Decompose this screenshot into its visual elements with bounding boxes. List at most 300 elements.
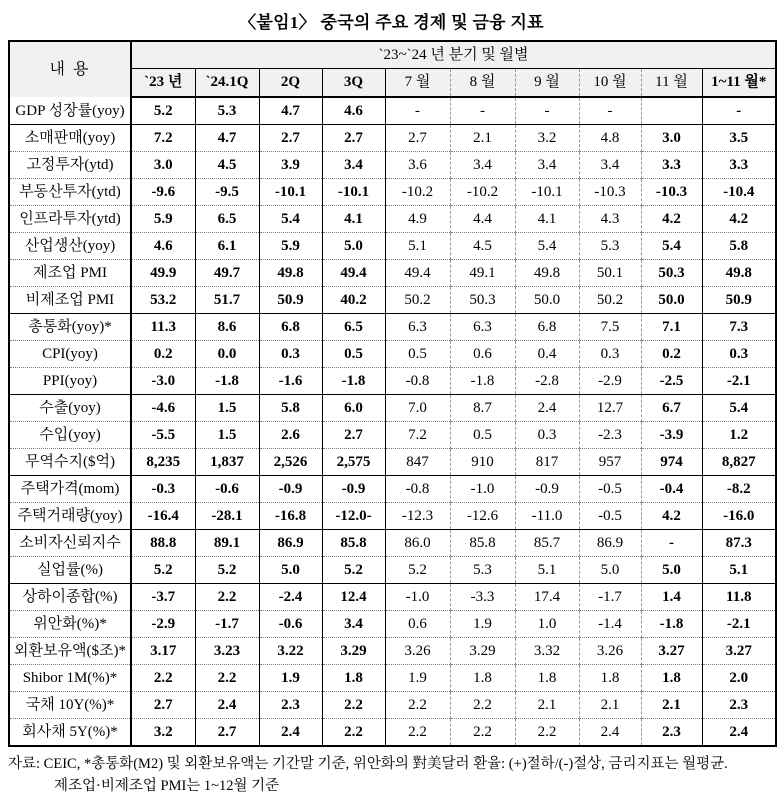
table-cell: - <box>515 97 579 125</box>
table-cell: 50.2 <box>579 287 641 314</box>
row-label: 고정투자(ytd) <box>9 152 131 179</box>
table-cell: 5.1 <box>515 557 579 584</box>
table-cell: 3.23 <box>195 638 259 665</box>
table-cell: 3.4 <box>322 152 385 179</box>
table-cell: 974 <box>641 449 702 476</box>
table-cell: 5.4 <box>641 233 702 260</box>
table-cell: 4.4 <box>450 206 515 233</box>
table-cell: 2.4 <box>579 719 641 747</box>
table-cell: 5.2 <box>195 557 259 584</box>
table-cell: 5.4 <box>259 206 322 233</box>
table-cell: 5.2 <box>131 97 195 125</box>
table-cell: 49.8 <box>702 260 776 287</box>
table-cell: 5.0 <box>259 557 322 584</box>
table-cell: 1.0 <box>515 611 579 638</box>
table-cell: 5.0 <box>579 557 641 584</box>
table-cell: 847 <box>385 449 450 476</box>
row-label: 비제조업 PMI <box>9 287 131 314</box>
table-cell: -10.3 <box>579 179 641 206</box>
table-cell: 1.5 <box>195 395 259 422</box>
table-row <box>9 530 776 557</box>
table-cell: 2.2 <box>322 692 385 719</box>
table-cell: 7.2 <box>131 125 195 152</box>
table-cell: 6.5 <box>195 206 259 233</box>
table-row <box>9 179 776 206</box>
row-label: 주택가격(mom) <box>9 476 131 503</box>
table-cell: 3.26 <box>579 638 641 665</box>
table-cell: 1.9 <box>450 611 515 638</box>
group-header-row <box>9 41 776 69</box>
row-label: 국채 10Y(%)* <box>9 692 131 719</box>
table-cell: 3.27 <box>641 638 702 665</box>
table-cell: 3.4 <box>515 152 579 179</box>
table-cell: -0.6 <box>195 476 259 503</box>
table-cell: 5.1 <box>702 557 776 584</box>
table-cell: -2.9 <box>131 611 195 638</box>
table-cell: -2.8 <box>515 368 579 395</box>
row-label: 외환보유액($조)* <box>9 638 131 665</box>
table-cell: -10.1 <box>322 179 385 206</box>
table-row <box>9 395 776 422</box>
table-cell: 5.3 <box>579 233 641 260</box>
table-cell: 5.3 <box>195 97 259 125</box>
row-label: PPI(yoy) <box>9 368 131 395</box>
table-cell: -8.2 <box>702 476 776 503</box>
table-cell: 0.3 <box>259 341 322 368</box>
table-cell: 4.1 <box>515 206 579 233</box>
table-cell: 50.9 <box>702 287 776 314</box>
table-cell: 3.17 <box>131 638 195 665</box>
table-cell: 2.3 <box>259 692 322 719</box>
table-cell: 4.7 <box>259 97 322 125</box>
table-cell: 6.0 <box>322 395 385 422</box>
table-cell: 0.5 <box>322 341 385 368</box>
table-cell: -28.1 <box>195 503 259 530</box>
row-label: 수입(yoy) <box>9 422 131 449</box>
table-cell: 2.7 <box>322 422 385 449</box>
table-cell: 957 <box>579 449 641 476</box>
table-row <box>9 476 776 503</box>
table-cell: 49.9 <box>131 260 195 287</box>
row-label: 부동산투자(ytd) <box>9 179 131 206</box>
table-cell: -1.7 <box>579 584 641 611</box>
table-cell: -0.5 <box>579 476 641 503</box>
col-header: 11 월 <box>641 69 702 98</box>
table-cell: 1.4 <box>641 584 702 611</box>
col-header: 9 월 <box>515 69 579 98</box>
row-label: CPI(yoy) <box>9 341 131 368</box>
table-header <box>9 41 776 97</box>
table-cell: 5.1 <box>385 233 450 260</box>
table-cell: -1.8 <box>322 368 385 395</box>
row-label: Shibor 1M(%)* <box>9 665 131 692</box>
table-cell: 3.4 <box>322 611 385 638</box>
table-cell: 3.29 <box>450 638 515 665</box>
table-cell: 1.5 <box>195 422 259 449</box>
table-cell: 1.8 <box>322 665 385 692</box>
table-cell: 50.9 <box>259 287 322 314</box>
table-cell: 2.7 <box>195 719 259 747</box>
table-cell: -16.0 <box>702 503 776 530</box>
table-cell: 85.7 <box>515 530 579 557</box>
group-header: `23~`24 년 분기 및 월별 <box>131 41 776 69</box>
table-cell: -1.0 <box>450 476 515 503</box>
table-cell: 4.6 <box>131 233 195 260</box>
table-row <box>9 287 776 314</box>
table-cell: 1.2 <box>702 422 776 449</box>
table-cell: 5.9 <box>259 233 322 260</box>
table-cell: 4.7 <box>195 125 259 152</box>
row-label: 산업생산(yoy) <box>9 233 131 260</box>
table-cell: 3.4 <box>579 152 641 179</box>
table-cell <box>641 97 702 125</box>
table-cell: -1.0 <box>385 584 450 611</box>
table-cell: 1.9 <box>259 665 322 692</box>
table-cell: -1.8 <box>195 368 259 395</box>
table-cell: 2.2 <box>322 719 385 747</box>
table-cell: -10.1 <box>515 179 579 206</box>
table-cell: 2.2 <box>385 692 450 719</box>
table-cell: -10.1 <box>259 179 322 206</box>
table-cell: -0.4 <box>641 476 702 503</box>
table-cell: 5.0 <box>641 557 702 584</box>
table-cell: 2.7 <box>131 692 195 719</box>
table-cell: 2.6 <box>259 422 322 449</box>
footnote-note: 제조업·비제조업 PMI는 1~12월 기준 <box>54 777 280 794</box>
table-cell: 2.4 <box>259 719 322 747</box>
table-cell: -12.0- <box>322 503 385 530</box>
table-cell: 53.2 <box>131 287 195 314</box>
row-label: 인프라투자(ytd) <box>9 206 131 233</box>
table-row <box>9 557 776 584</box>
table-cell: 6.5 <box>322 314 385 341</box>
footnotes <box>8 754 775 798</box>
table-cell: 3.5 <box>702 125 776 152</box>
table-row <box>9 125 776 152</box>
table-cell: 4.2 <box>702 206 776 233</box>
table-row <box>9 314 776 341</box>
table-cell: 7.2 <box>385 422 450 449</box>
table-cell: 6.8 <box>259 314 322 341</box>
table-cell: 7.0 <box>385 395 450 422</box>
row-label: 주택거래량(yoy) <box>9 503 131 530</box>
table-cell: - <box>579 97 641 125</box>
table-cell: 11.8 <box>702 584 776 611</box>
table-cell: -4.6 <box>131 395 195 422</box>
table-cell: -9.5 <box>195 179 259 206</box>
row-label: 제조업 PMI <box>9 260 131 287</box>
table-row <box>9 665 776 692</box>
page-title: 〈붙임1〉 중국의 주요 경제 및 금융 지표 <box>239 13 544 32</box>
table-row <box>9 233 776 260</box>
table-row <box>9 422 776 449</box>
table-cell: 3.0 <box>641 125 702 152</box>
col-header: 2Q <box>259 69 322 98</box>
table-cell: 2,575 <box>322 449 385 476</box>
table-cell: -16.8 <box>259 503 322 530</box>
table-cell: 5.3 <box>450 557 515 584</box>
table-cell: 5.8 <box>702 233 776 260</box>
table-cell: 50.3 <box>450 287 515 314</box>
table-cell: 0.3 <box>515 422 579 449</box>
table-cell: -0.9 <box>259 476 322 503</box>
table-cell: 86.9 <box>579 530 641 557</box>
table-cell: 12.4 <box>322 584 385 611</box>
table-cell: 50.3 <box>641 260 702 287</box>
table-row <box>9 719 776 747</box>
table-cell: 3.9 <box>259 152 322 179</box>
table-cell: -0.9 <box>515 476 579 503</box>
row-label: 소비자신뢰지수 <box>9 530 131 557</box>
table-cell: 8,235 <box>131 449 195 476</box>
table-cell: -12.3 <box>385 503 450 530</box>
table-cell: 6.3 <box>450 314 515 341</box>
table-cell: 4.9 <box>385 206 450 233</box>
table-cell: 3.3 <box>702 152 776 179</box>
table-cell: 6.3 <box>385 314 450 341</box>
table-cell: -2.3 <box>579 422 641 449</box>
table-cell: 2.2 <box>131 665 195 692</box>
table-cell: -10.4 <box>702 179 776 206</box>
table-cell: 50.0 <box>641 287 702 314</box>
table-cell: 3.26 <box>385 638 450 665</box>
table-cell: 49.7 <box>195 260 259 287</box>
table-cell: 0.0 <box>195 341 259 368</box>
table-cell: -0.9 <box>322 476 385 503</box>
table-cell: 7.1 <box>641 314 702 341</box>
table-cell: 50.2 <box>385 287 450 314</box>
table-cell: 3.6 <box>385 152 450 179</box>
table-cell: -1.6 <box>259 368 322 395</box>
table-cell: -1.4 <box>579 611 641 638</box>
col-header: 10 월 <box>579 69 641 98</box>
table-row <box>9 368 776 395</box>
table-cell: -2.5 <box>641 368 702 395</box>
table-cell: 85.8 <box>450 530 515 557</box>
table-cell: 817 <box>515 449 579 476</box>
table-cell: 2.2 <box>450 692 515 719</box>
table-cell: 2.4 <box>702 719 776 747</box>
table-body <box>9 97 776 746</box>
table-row <box>9 152 776 179</box>
table-cell: -5.5 <box>131 422 195 449</box>
table-row <box>9 503 776 530</box>
table-cell: 5.2 <box>322 557 385 584</box>
table-cell: 4.1 <box>322 206 385 233</box>
table-cell: 86.0 <box>385 530 450 557</box>
table-cell: 0.6 <box>450 341 515 368</box>
table-cell: -0.3 <box>131 476 195 503</box>
table-cell: 86.9 <box>259 530 322 557</box>
table-row <box>9 206 776 233</box>
table-cell: 49.4 <box>385 260 450 287</box>
table-cell: 3.2 <box>153 724 173 740</box>
table-cell: 910 <box>450 449 515 476</box>
table-cell: 2.2 <box>385 719 450 747</box>
table-cell: -3.0 <box>131 368 195 395</box>
col-header: 3Q <box>322 69 385 98</box>
table-cell: 1.8 <box>450 665 515 692</box>
table-cell: -0.8 <box>385 476 450 503</box>
row-label: 회사채 5Y(%)* <box>9 719 131 747</box>
table-cell: 3.0 <box>131 152 195 179</box>
table-cell: 2.7 <box>259 125 322 152</box>
table-cell: 2.1 <box>515 692 579 719</box>
table-cell: -1.8 <box>641 611 702 638</box>
table-cell: - <box>641 530 702 557</box>
table-cell: 2.1 <box>641 692 702 719</box>
table-cell: 1.8 <box>515 665 579 692</box>
table-cell: 3.29 <box>322 638 385 665</box>
table-cell: 0.4 <box>515 341 579 368</box>
row-label: 상하이종합(%) <box>9 584 131 611</box>
table-cell: -3.9 <box>641 422 702 449</box>
table-cell: 3.27 <box>702 638 776 665</box>
table-cell: -0.8 <box>385 368 450 395</box>
corner-header: 내 용 <box>9 41 131 97</box>
table-cell: 49.8 <box>259 260 322 287</box>
table-cell: 7.5 <box>579 314 641 341</box>
table-cell: -2.9 <box>579 368 641 395</box>
table-cell: -3.7 <box>131 584 195 611</box>
table-cell: -3.3 <box>450 584 515 611</box>
row-label: GDP 성장률(yoy) <box>9 97 131 125</box>
table-cell: 0.3 <box>579 341 641 368</box>
table-cell: -11.0 <box>515 503 579 530</box>
table-cell: 2.1 <box>579 692 641 719</box>
table-row <box>9 584 776 611</box>
table-cell: 4.8 <box>579 125 641 152</box>
table-cell: 1,837 <box>195 449 259 476</box>
table-cell: 8.7 <box>450 395 515 422</box>
table-cell: 89.1 <box>195 530 259 557</box>
table-row <box>9 260 776 287</box>
table-cell: 40.2 <box>322 287 385 314</box>
table-cell: 0.5 <box>385 341 450 368</box>
table-cell: 6.7 <box>641 395 702 422</box>
table-cell: 50.0 <box>515 287 579 314</box>
table-cell: 88.8 <box>131 530 195 557</box>
table-cell: -10.2 <box>385 179 450 206</box>
table-cell: 7.3 <box>702 314 776 341</box>
table-cell: 4.2 <box>641 503 702 530</box>
table-cell: 8.6 <box>195 314 259 341</box>
table-cell: -2.4 <box>259 584 322 611</box>
table-row <box>9 611 776 638</box>
indicators-table <box>8 40 777 747</box>
table-cell: 2.2 <box>515 719 579 747</box>
table-cell: 8,827 <box>702 449 776 476</box>
table-cell: 2.3 <box>702 692 776 719</box>
col-header: 1~11 월* <box>702 69 776 98</box>
row-label: 수출(yoy) <box>9 395 131 422</box>
table-cell: 5.8 <box>259 395 322 422</box>
table-cell: 49.8 <box>515 260 579 287</box>
table-cell: 87.3 <box>702 530 776 557</box>
table-cell: 2.3 <box>641 719 702 747</box>
table-row <box>9 97 776 125</box>
table-cell: -0.6 <box>259 611 322 638</box>
row-label: 총통화(yoy)* <box>9 314 131 341</box>
table-cell: 4.6 <box>322 97 385 125</box>
table-cell: 1.8 <box>641 665 702 692</box>
row-label: 무역수지($억) <box>9 449 131 476</box>
table-cell: 2.7 <box>322 125 385 152</box>
table-cell: 2.4 <box>195 692 259 719</box>
table-cell: 4.3 <box>579 206 641 233</box>
table-row <box>9 449 776 476</box>
table-cell: 4.2 <box>641 206 702 233</box>
row-label: 위안화(%)* <box>9 611 131 638</box>
table-cell: 6.1 <box>195 233 259 260</box>
table-cell: 3.22 <box>259 638 322 665</box>
table-cell: 4.5 <box>450 233 515 260</box>
table-cell: 85.8 <box>322 530 385 557</box>
table-cell: 2.1 <box>450 125 515 152</box>
table-row <box>9 638 776 665</box>
table-cell: - <box>702 97 776 125</box>
table-cell: 49.4 <box>322 260 385 287</box>
table-cell: 5.9 <box>131 206 195 233</box>
table-cell: 0.3 <box>702 341 776 368</box>
table-cell: -16.4 <box>131 503 195 530</box>
table-cell: -1.7 <box>195 611 259 638</box>
table-cell: 2.4 <box>515 395 579 422</box>
footnote-source: 자료: CEIC, *총통화(M2) 및 외환보유액는 기간말 기준, 위안화의 對美달러 환율: (+)절하/(-)절상, 금리지표는 월평균. <box>8 756 728 772</box>
table-cell: 2.7 <box>385 125 450 152</box>
table-cell: 17.4 <box>515 584 579 611</box>
table-cell: - <box>450 97 515 125</box>
table-cell: 2,526 <box>259 449 322 476</box>
table-cell: 4.5 <box>195 152 259 179</box>
table-cell: 51.7 <box>195 287 259 314</box>
table-cell: 12.7 <box>579 395 641 422</box>
table-cell: 3.4 <box>450 152 515 179</box>
table-row <box>9 341 776 368</box>
table-cell: 5.4 <box>515 233 579 260</box>
table-cell: -0.5 <box>579 503 641 530</box>
table-cell: 1.8 <box>579 665 641 692</box>
table-cell: 3.3 <box>641 152 702 179</box>
table-cell: 50.1 <box>579 260 641 287</box>
table-cell: 3.32 <box>515 638 579 665</box>
table-cell: - <box>385 97 450 125</box>
table-cell: -9.6 <box>131 179 195 206</box>
table-cell: 0.2 <box>131 341 195 368</box>
table-cell: 2.2 <box>450 719 515 747</box>
table-cell: 0.6 <box>385 611 450 638</box>
row-label: 실업률(%) <box>9 557 131 584</box>
table-cell: 0.5 <box>450 422 515 449</box>
table-cell: 0.2 <box>641 341 702 368</box>
table-cell: 3.2 <box>515 125 579 152</box>
table-cell: -2.1 <box>702 368 776 395</box>
table-row <box>9 692 776 719</box>
table-cell: -10.3 <box>641 179 702 206</box>
col-header: 7 월 <box>385 69 450 98</box>
table-cell: -1.8 <box>450 368 515 395</box>
table-cell: 1.9 <box>385 665 450 692</box>
table-cell: 11.3 <box>131 314 195 341</box>
table-cell: 2.2 <box>195 665 259 692</box>
table-cell: -2.1 <box>702 611 776 638</box>
table-cell: -10.2 <box>450 179 515 206</box>
table-cell: 2.0 <box>702 665 776 692</box>
col-header: `23 년 <box>131 69 195 98</box>
table-cell: 49.1 <box>450 260 515 287</box>
table-cell: -12.6 <box>450 503 515 530</box>
table-cell: 5.0 <box>322 233 385 260</box>
